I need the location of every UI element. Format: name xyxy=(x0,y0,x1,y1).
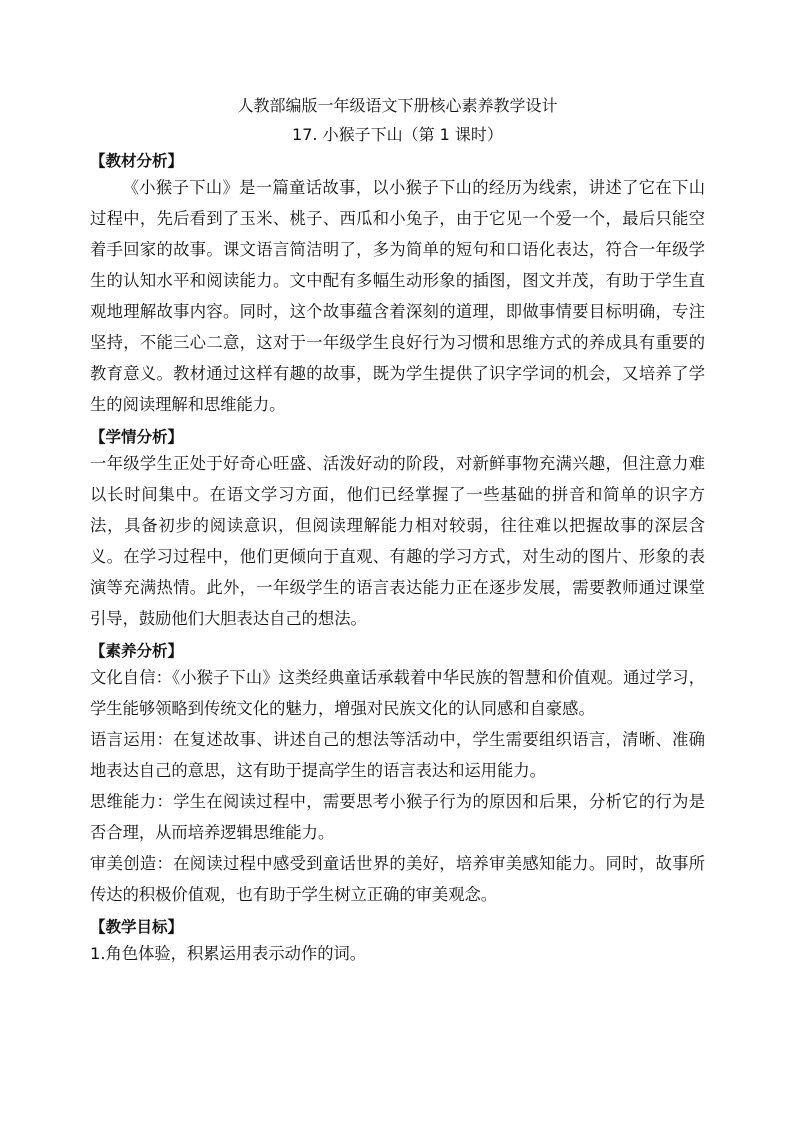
section-paragraph: 文化自信：《小猴子下山》这类经典童话承载着中华民族的智慧和价值观。通过学习，学生能够领略到传统文化的魅力，增强对民族文化的认同感和自豪感。 xyxy=(90,668,705,718)
section-heading: 【教学目标】 xyxy=(90,918,184,936)
section-paragraph: 《小猴子下山》是一篇童话故事，以小猴子下山的经历为线索，讲述了它在下山过程中，先后看到了玉米、桃子、西瓜和小兔子，由于它见一个爱一个，最后只能空着手回家的故事。课文语言简洁明了，多为简单的短句和口语化表达，符合一年级学生的认知水平和阅读能力。文中配有多幅生动形象的插图，图文并茂，有助于学生直观地理解故事内容。同时，这个故事蕴含着深刻的道理，即做事情要目标明确，专注坚持，不能三心二意，这对于一年级学生良好行为习惯和思维方式的养成具有重要的教育意义。教材通过这样有趣的故事，既为学生提供了识字学词的机会，又培养了学生的阅读理解和思维能力。 xyxy=(90,178,705,414)
section-heading: 【教材分析】 xyxy=(90,152,184,170)
document-body xyxy=(90,96,705,969)
section-paragraph: 一年级学生正处于好奇心旺盛、活泼好动的阶段，对新鲜事物充满兴趣，但注意力难以长时间集中。在语文学习方面，他们已经掌握了一些基础的拼音和简单的识字方法，具备初步的阅读意识，但阅读理解能力相对较弱，往往难以把握故事的深层含义。在学习过程中，他们更倾向于直观、有趣的学习方式，对生动的图片、形象的表演等充满热情。此外，一年级学生的语言表达能力正在逐步发展，需要教师通过课堂引导，鼓励他们大胆表达自己的想法。 xyxy=(90,454,705,628)
section-paragraph: 1.角色体验，积累运用表示动作的词。 xyxy=(90,944,367,963)
section-heading: 【素养分析】 xyxy=(90,642,184,660)
section-literacy-analysis xyxy=(90,641,705,910)
document-title: 人教部编版一年级语文下册核心素养教学设计 xyxy=(237,96,558,115)
section-student-analysis xyxy=(90,427,705,634)
section-paragraph: 思维能力：学生在阅读过程中，需要思考小猴子行为的原因和后果，分析它的行为是否合理，从而培养逻辑思维能力。 xyxy=(90,792,705,842)
section-paragraph: 语言运用：在复述故事、讲述自己的想法等活动中，学生需要组织语言，清晰、准确地表达自己的意思，这有助于提高学生的语言表达和运用能力。 xyxy=(90,730,705,780)
section-heading: 【学情分析】 xyxy=(90,428,184,446)
section-textbook-analysis xyxy=(90,151,705,420)
lesson-subtitle: 17. 小猴子下山（第 1 课时） xyxy=(292,125,503,144)
section-paragraph: 审美创造：在阅读过程中感受到童话世界的美好，培养审美感知能力。同时，故事所传达的积极价值观，也有助于学生树立正确的审美观念。 xyxy=(90,854,705,904)
section-teaching-goals xyxy=(90,917,705,969)
